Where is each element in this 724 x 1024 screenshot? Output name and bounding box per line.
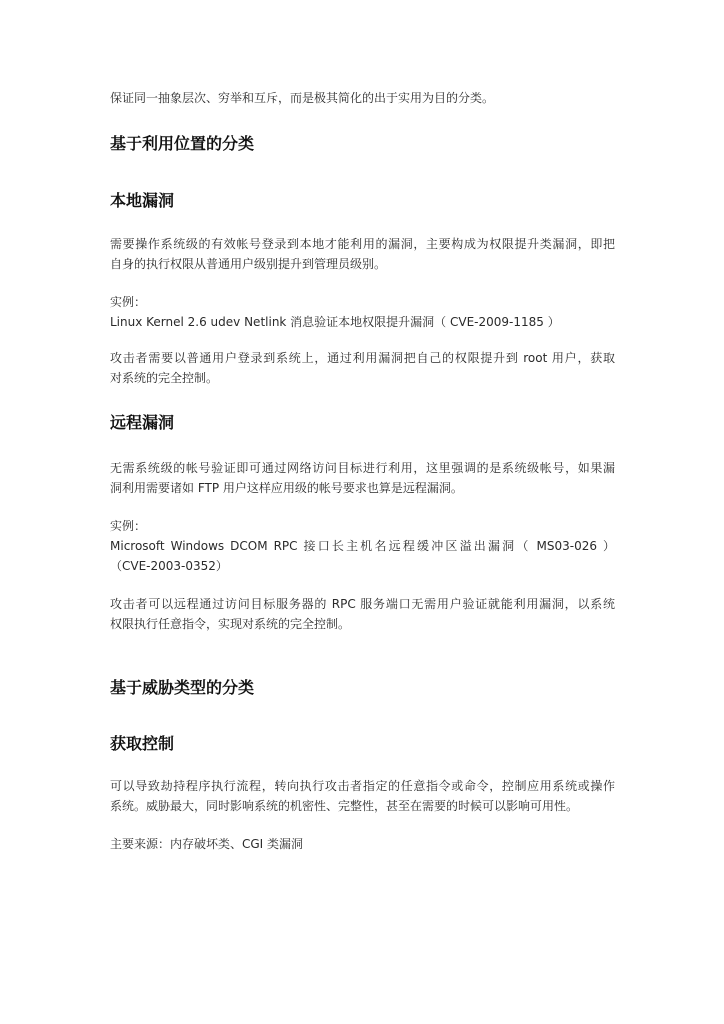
intro-line: 保证同一抽象层次、穷举和互斥，而是极其简化的出于实用为目的分类。 [110,91,495,105]
subsection-heading-control: 获取控制 [110,734,175,753]
remote-impact-line: 攻击者可以远程通过访问目标服务器的 RPC 服务端口无需用户验证就能利用漏洞，以系统 [110,597,615,611]
remote-example-label: 实例： [110,519,147,533]
subsection-heading-remote: 远程漏洞 [110,413,175,432]
remote-example [110,516,615,576]
section-heading-location: 基于利用位置的分类 [110,134,255,153]
control-desc-line: 系统。威胁最大，同时影响系统的机密性、完整性，甚至在需要的时候可以影响可用性。 [110,799,579,813]
remote-impact-line: 权限执行任意指令，实现对系统的完全控制。 [110,617,351,631]
local-example-line: Linux Kernel 2.6 udev Netlink 消息验证本地权限提升漏洞（ CVE-2009-1185 ） [110,315,560,329]
remote-example-line: （CVE-2003-0352） [110,559,228,573]
control-description [110,776,615,816]
control-sources-line: 主要来源：内存破坏类、CGI 类漏洞 [110,837,304,851]
local-impact [110,348,615,388]
local-desc-line: 需要操作系统级的有效帐号登录到本地才能利用的漏洞，主要构成为权限提升类漏洞，即把 [110,237,615,251]
local-impact-line: 对系统的完全控制。 [110,371,219,385]
remote-impact [110,594,615,634]
remote-example-line: Microsoft Windows DCOM RPC 接口长主机名远程缓冲区溢出漏洞（ MS03-026 ） [110,539,615,553]
local-example [110,292,615,332]
section-heading-threat: 基于威胁类型的分类 [110,678,255,697]
local-desc-line: 自身的执行权限从普通用户级别提升到管理员级别。 [110,257,387,271]
remote-desc-line: 无需系统级的帐号验证即可通过网络访问目标进行利用，这里强调的是系统级帐号，如果漏 [110,461,615,475]
control-desc-line: 可以导致劫持程序执行流程，转向执行攻击者指定的任意指令或命令，控制应用系统或操作 [110,779,615,793]
intro-paragraph [110,88,615,108]
control-sources [110,834,615,854]
local-description [110,234,615,274]
remote-description [110,458,615,498]
subsection-heading-local: 本地漏洞 [110,191,175,210]
local-impact-line: 攻击者需要以普通用户登录到系统上，通过利用漏洞把自己的权限提升到 root 用户，获取 [110,351,615,365]
local-example-label: 实例： [110,295,147,309]
remote-desc-line: 洞利用需要诸如 FTP 用户这样应用级的帐号要求也算是远程漏洞。 [110,481,463,495]
